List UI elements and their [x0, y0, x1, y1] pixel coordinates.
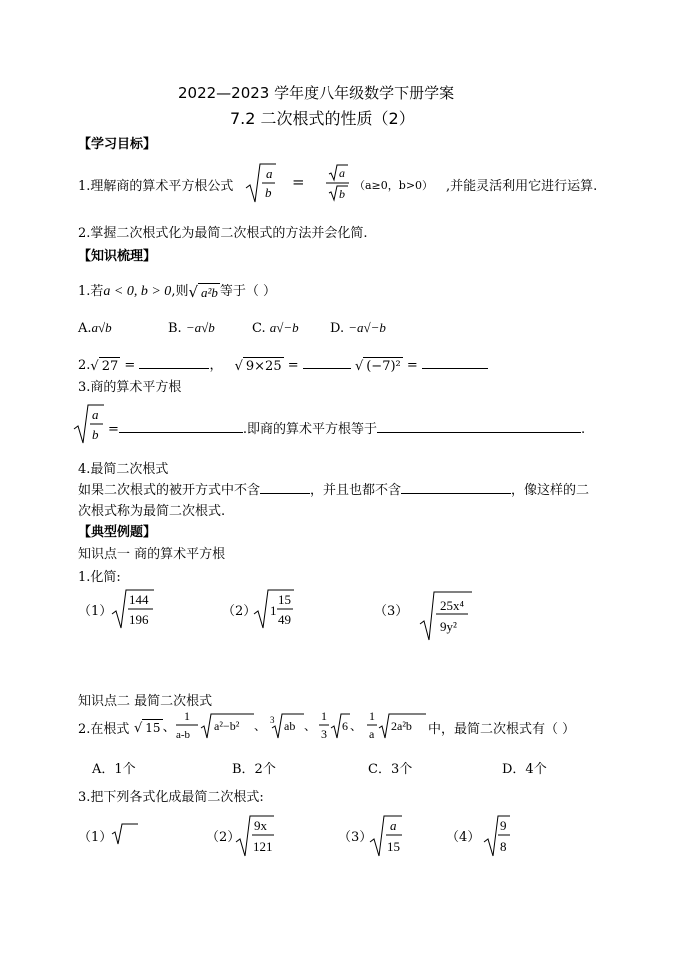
page-subtitle: 7.2 二次根式的性质（2）	[230, 109, 415, 128]
goal-1-suffix: ,并能灵活利用它进行运算.	[446, 179, 598, 194]
option-c-label: C.	[252, 321, 266, 336]
e3-item-4-num: 9	[500, 818, 507, 833]
e1-item-1-num: 144	[129, 592, 149, 607]
svg-text:、: 、	[304, 719, 317, 733]
svg-text:a²−b²: a²−b²	[214, 719, 240, 733]
review-q1	[78, 280, 276, 301]
svg-text:、: 、	[350, 719, 363, 733]
e2-option-a: A．1个	[92, 762, 136, 777]
svg-text:、: 、	[254, 719, 267, 733]
goal-1-condition: （a≥0，b>0）	[354, 179, 434, 192]
q2-blank-c[interactable]	[422, 356, 488, 369]
q2-eq-a: =	[124, 358, 136, 373]
svg-text:ab: ab	[284, 719, 296, 733]
example-1-title: 1.化简:	[78, 570, 121, 585]
goal-1	[78, 175, 233, 194]
svg-text:a-b: a-b	[176, 729, 191, 741]
q2-blank-a[interactable]	[139, 356, 209, 369]
goal-1-equals: =	[292, 173, 305, 191]
e3-item-4-label: （4）	[446, 830, 481, 845]
knowledge-point-2: 知识点二 最简二次根式	[78, 694, 213, 709]
review-q4-line2: 次根式称为最简二次根式.	[78, 504, 226, 519]
q4-blank-2[interactable]	[401, 481, 511, 494]
q2-eq-b: =	[287, 358, 299, 373]
goal-2: 2.掌握二次根式化为最简二次根式的方法并会化简.	[78, 226, 368, 241]
review-q4-line1	[78, 479, 589, 498]
q1-option-d	[330, 320, 386, 336]
q2-radicand-b: 9×25	[243, 357, 284, 374]
e3-item-2-label: （2）	[206, 830, 241, 845]
e1-item-3-den: 9y²	[440, 619, 457, 634]
e1-item-2-label: （2）	[222, 604, 257, 619]
goal-1-den-b: b	[339, 187, 345, 201]
q2-eq-c: =	[406, 358, 418, 373]
goal-1-prefix: 1.理解商的算术平方根公式	[78, 179, 234, 194]
svg-text:1: 1	[321, 709, 327, 723]
goal-1-quotient-of-roots	[326, 162, 350, 204]
q4-text-b: ，并且也都不含	[310, 483, 402, 498]
e3-item-3-num: a	[390, 818, 397, 833]
q3-line	[108, 418, 585, 437]
q1-prefix: 1.若	[78, 284, 104, 299]
q1-option-c	[252, 320, 299, 336]
e2-root-2	[174, 708, 267, 744]
e3-item-1-label: （1）	[78, 830, 113, 845]
q1-then: ,则	[171, 284, 189, 299]
q2-radicand-a: 27	[99, 357, 121, 374]
e1-item-1-expr	[112, 588, 154, 630]
q3-b: b	[92, 427, 99, 442]
e3-item-2-num: 9x	[254, 818, 267, 833]
goal-1-a: a	[266, 166, 273, 181]
section-goals-heading: 【学习目标】	[78, 137, 157, 152]
option-b-label: B.	[168, 321, 182, 336]
e3-item-3-expr	[370, 814, 404, 858]
svg-text:2a²b: 2a²b	[391, 719, 412, 733]
e3-item-3-label: （3）	[338, 830, 373, 845]
option-d-label: D.	[330, 321, 345, 336]
example-2-suffix: 中，最简二次根式有（ ）	[428, 722, 576, 737]
option-a-label: A.	[78, 321, 92, 336]
e2-root-3	[270, 708, 318, 744]
q1-option-a	[78, 320, 112, 336]
q1-condition: a < 0, b > 0	[103, 284, 172, 299]
svg-text:6: 6	[342, 719, 348, 733]
q1-sqrt: √ a²b	[188, 282, 218, 301]
q4-text-c: ，像这样的二	[511, 483, 590, 498]
page-title: 2022—2023 学年度八年级数学下册学案	[178, 84, 455, 102]
e2-root-1: √ 15 、	[134, 720, 176, 736]
q3-blank-1[interactable]	[119, 420, 243, 433]
q1-option-b	[168, 320, 215, 336]
q1-suffix: 等于（ ）	[219, 284, 277, 299]
q4-text-a: 如果二次根式的被开方式中不含	[78, 483, 261, 498]
e1-item-1-label: （1）	[78, 604, 113, 619]
svg-text:a: a	[369, 727, 375, 741]
e3-item-1-expr	[112, 822, 140, 846]
svg-text:1: 1	[184, 709, 190, 723]
e2-option-d: D．4个	[502, 762, 547, 777]
example-3-title: 3.把下列各式化成最简二次根式:	[78, 790, 264, 805]
q3-a: a	[92, 407, 99, 422]
e1-item-2-den: 49	[278, 612, 291, 627]
goal-1-num-a: a	[339, 166, 345, 180]
svg-text:3: 3	[321, 727, 327, 741]
q3-end: .	[581, 422, 586, 437]
e3-item-2-expr	[236, 814, 276, 858]
q2-label: 2.	[78, 358, 91, 373]
q2-sqrt-b: √ 9×25	[234, 359, 282, 374]
e1-item-3-expr	[420, 590, 472, 642]
e1-item-2-expr	[254, 588, 294, 630]
review-q2	[78, 354, 488, 374]
option-b-expr: −a√b	[185, 320, 215, 335]
q2-sep-1: ，	[209, 358, 223, 373]
q3-sqrt-quotient	[74, 403, 104, 445]
option-d-expr: −a√−b	[348, 320, 386, 335]
goal-1-b: b	[265, 185, 272, 200]
e2-option-b: B．2个	[232, 762, 276, 777]
q3-text: .即商的算术平方根等于	[242, 422, 378, 437]
review-q4-title: 4.最简二次根式	[78, 462, 169, 477]
e1-item-2-num: 15	[278, 592, 291, 607]
q3-eq: =	[108, 422, 119, 437]
e3-item-4-den: 8	[500, 839, 507, 854]
svg-text:1: 1	[369, 709, 375, 723]
e3-item-4-expr	[484, 814, 512, 858]
e3-item-2-den: 121	[253, 839, 273, 854]
section-review-heading: 【知识梳理】	[78, 249, 157, 264]
q4-blank-1[interactable]	[260, 481, 310, 494]
svg-text:3: 3	[270, 715, 275, 725]
q2-radicand-c: (−7)²	[363, 357, 403, 374]
e3-item-3-den: 15	[387, 839, 400, 854]
q1-radicand: a²b	[198, 283, 220, 301]
review-q3-title: 3.商的算术平方根	[78, 380, 182, 395]
goal-1-sqrt-quotient	[246, 162, 276, 204]
section-examples-heading: 【典型例题】	[78, 525, 157, 540]
q3-blank-2[interactable]	[377, 420, 581, 433]
example-2-prefix: 2.在根式	[78, 722, 130, 737]
knowledge-point-1: 知识点一 商的算术平方根	[78, 547, 226, 562]
q2-blank-b[interactable]	[303, 356, 351, 369]
option-a-expr: a√b	[91, 320, 112, 335]
e2-root-5	[366, 708, 432, 744]
option-c-expr: a√−b	[269, 320, 299, 335]
e1-item-3-label: （3）	[374, 604, 409, 619]
e1-item-2-whole: 1	[270, 603, 277, 618]
e2-option-c: C．3个	[368, 762, 413, 777]
e1-item-3-num: 25x⁴	[440, 598, 465, 613]
q2-sqrt-c: √ (−7)²	[354, 359, 401, 374]
e2-root-4	[318, 708, 363, 744]
q2-sqrt-a: √ 27	[90, 359, 119, 374]
e1-item-1-den: 196	[129, 612, 149, 627]
